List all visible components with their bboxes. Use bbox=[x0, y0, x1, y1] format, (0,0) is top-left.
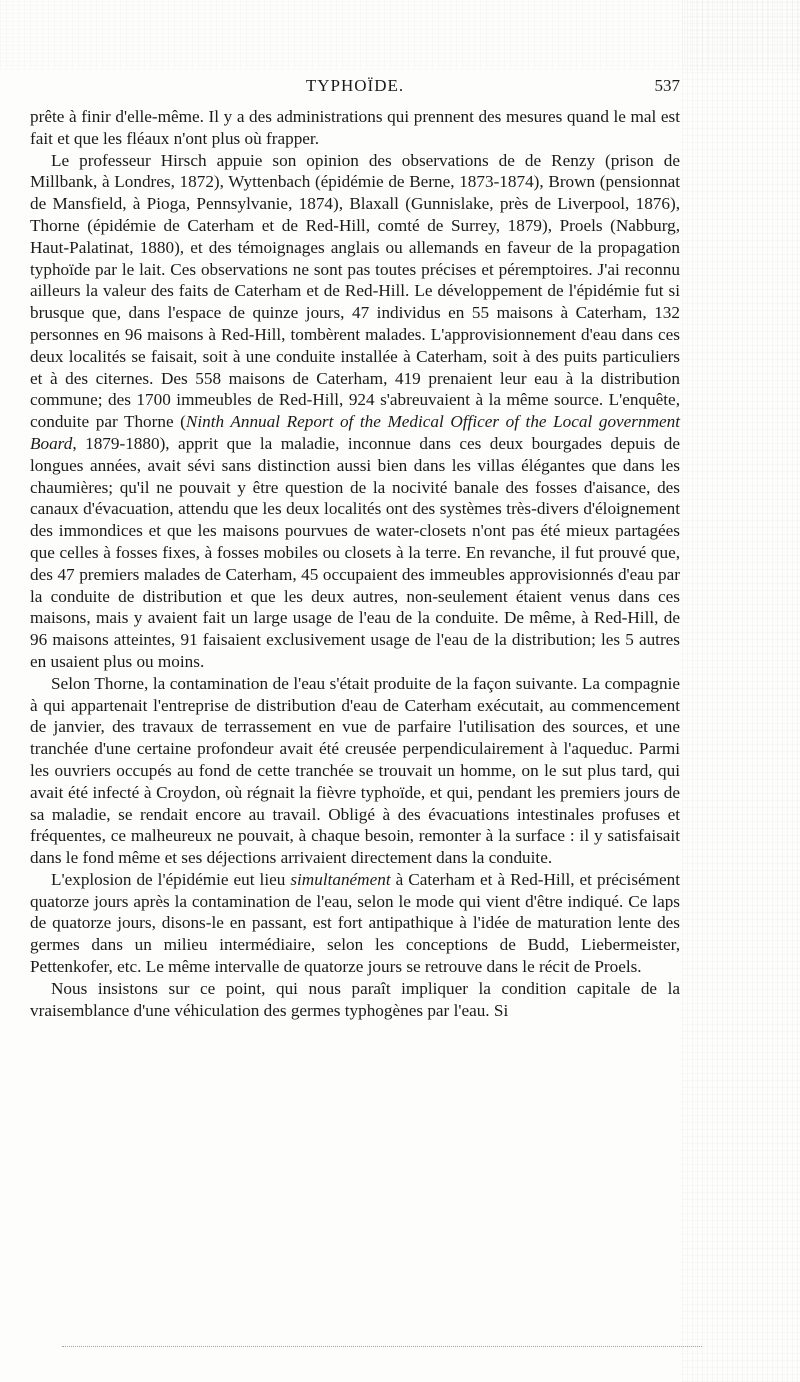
text-run: prête à finir d'elle-même. Il y a des administrations qui prennent des mesures quand le mal est fait et que les fléaux n'ont plus où frapper. bbox=[30, 107, 680, 148]
text-run: Nous insistons sur ce point, qui nous paraît impliquer la condition capitale de la vraisemblance d'une véhiculation des germes typhogènes par l'eau. Si bbox=[30, 978, 680, 1020]
scan-edge-noise bbox=[682, 0, 800, 1382]
text-run: à Caterham et à Red-Hill, et précisément quatorze jours après la contamination de l'eau, selon le mode qui vient d'être indiqué. Ce laps de quatorze jours, disons-le en passant, est fort antipathique à l'idée de maturation lente des germes dans un milieu intermédiaire, selon les conceptions de Budd, Liebermeister, Pettenkofer, etc. Le même intervalle de quatorze jours se retrouve dans le récit de Proels. bbox=[30, 869, 681, 977]
paragraph-3 bbox=[30, 673, 680, 869]
text-run: Selon Thorne, la contamination de l'eau s'était produite de la façon suivante. La compagnie à qui appartenait l'entreprise de distribution d'eau de Caterham exécutait, au commencement de janvier, des travaux de terrassement en vue de parfaire l'utilisation des sources, et une tranchée d'une certaine profondeur avait été creusée perpendiculairement à l'aqueduc. Parmi les ouvriers occupés au fond de cette tranchée se trouvait un homme, on le sut plus tard, qui avait été infecté à Croydon, où régnait la fièvre typhoïde, et qui, pendant les premiers jours de sa maladie, se rendait encore au travail. Obligé à des évacuations intestinales profuses et fréquentes, ce malheureux ne pouvait, à chaque besoin, remonter à la surface : il y satisfaisait dans le fond même et ses déjections arrivaient directement dans la conduite. bbox=[30, 673, 680, 868]
paragraph-2 bbox=[30, 150, 680, 673]
scan-top-noise bbox=[0, 0, 800, 70]
paragraph-1 bbox=[30, 106, 680, 150]
page-number: 537 bbox=[654, 76, 680, 95]
running-title: TYPHOÏDE. bbox=[305, 76, 405, 95]
italic-text: Ninth Annual Report of the Medical Officer of the Local government Board bbox=[30, 412, 680, 453]
footer-dotted-rule bbox=[62, 1346, 702, 1349]
text-run: L'explosion de l'épidémie eut lieu bbox=[51, 869, 291, 889]
text-run: , 1879-1880), apprit que la maladie, inconnue dans ces deux bourgades depuis de longues années, avait sévi sans distinction aussi bien dans les villas élégantes que dans les chaumières; qu'il ne pouvait y être question de la nocivité banale des fosses d'aisance, des canaux d'évacuation, attendu que les deux localités ont des systèmes très-divers d'éloignement des immondices et que les maisons pourvues de water-closets n'ont pas été mieux partagées que celles à fosses fixes, à fosses mobiles ou closets à la terre. En revanche, il fut prouvé que, des 47 premiers malades de Caterham, 45 occupaient des immeubles approvisionnés d'eau par la conduite de distribution et que les deux autres, non-seulement étaient venus dans ces maisons, mais y avaient fait un large usage de l'eau de la conduite. De même, à Red-Hill, de 96 maisons atteintes, 91 faisaient exclusivement usage de l'eau de la distribution; les 5 autres en usaient plus ou moins. bbox=[30, 433, 680, 671]
body-text bbox=[30, 106, 680, 1021]
paragraph-4 bbox=[30, 869, 680, 978]
italic-text: simultanément bbox=[290, 869, 391, 889]
paragraph-5 bbox=[30, 978, 680, 1022]
running-header bbox=[30, 76, 680, 104]
text-run: Le professeur Hirsch appuie son opinion des observations de de Renzy (prison de Millbank, à Londres, 1872), Wyttenbach (épidémie de Berne, 1873-1874), Brown (pensionnat de Mansfield, à Pioga, Pennsylvanie, 1874), Blaxall (Gunnislake, près de Liverpool, 1876), Thorne (épidémie de Caterham et de Red-Hill, comté de Surrey, 1879), Proels (Nabburg, Haut-Palatinat, 1880), et des témoignages anglais ou allemands en faveur de la propagation typhoïde par le lait. Ces observations ne sont pas toutes précises et péremptoires. J'ai reconnu ailleurs la valeur des faits de Caterham et de Red-Hill. Le développement de l'épidémie fut si brusque que, dans l'espace de quinze jours, 47 individus en 55 maisons à Caterham, 132 personnes en 96 maisons à Red-Hill, tombèrent malades. L'approvisionnement d'eau dans ces deux localités se faisait, soit à une conduite installée à Caterham, soit à des puits particuliers et à des citernes. Des 558 maisons de Caterham, 419 prenaient leur eau à la distribution commune; des 1700 immeubles de Red-Hill, 924 s'abreuvaient à la même source. L'enquête, conduite par Thorne ( bbox=[30, 150, 680, 432]
